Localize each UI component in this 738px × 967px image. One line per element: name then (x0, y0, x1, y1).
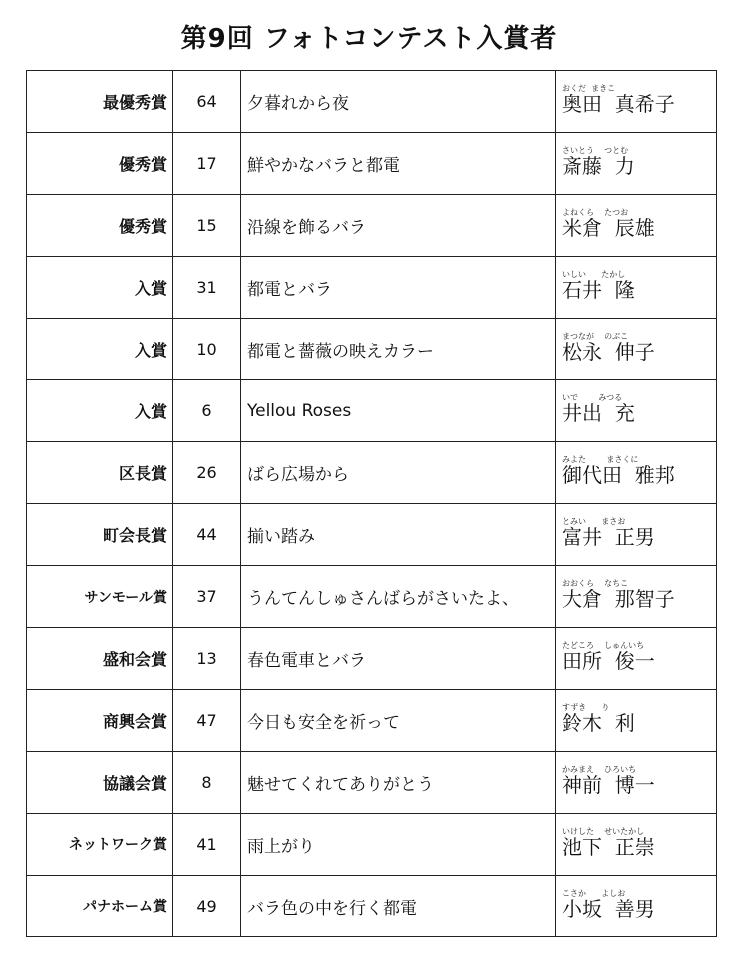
table-row (27, 566, 717, 628)
photo-title-cell: 夕暮れから夜 (241, 71, 556, 133)
name-furigana: こさか よしお (562, 888, 626, 898)
entry-number-cell: 13 (173, 628, 241, 690)
award-cell: ネットワーク賞 (27, 813, 173, 875)
winner-name: 米倉 辰雄 (562, 215, 655, 240)
award-cell: 盛和会賞 (27, 628, 173, 690)
winners-table (26, 70, 717, 937)
table-row (27, 256, 717, 318)
award-cell: サンモール賞 (27, 566, 173, 628)
winner-name-cell (556, 751, 717, 813)
photo-title-cell: 魅せてくれてありがとう (241, 751, 556, 813)
winner-name: 松永 伸子 (562, 339, 655, 364)
winner-name: 石井 隆 (562, 277, 635, 302)
photo-title-cell: バラ色の中を行く都電 (241, 875, 556, 937)
winner-name: 奥田 真希子 (562, 91, 675, 116)
photo-title-cell: 春色電車とバラ (241, 628, 556, 690)
award-cell: 区長賞 (27, 442, 173, 504)
entry-number-cell: 41 (173, 813, 241, 875)
award-cell: 協議会賞 (27, 751, 173, 813)
photo-title-cell: 都電とバラ (241, 256, 556, 318)
table-row (27, 628, 717, 690)
photo-title-cell: 都電と薔薇の映えカラー (241, 318, 556, 380)
award-cell: 優秀賞 (27, 132, 173, 194)
entry-number-cell: 15 (173, 194, 241, 256)
name-furigana: みよた まさくに (562, 455, 639, 465)
name-furigana: いけした せいたかし (562, 826, 645, 836)
entry-number-cell: 17 (173, 132, 241, 194)
entry-number-cell: 26 (173, 442, 241, 504)
award-cell: 入賞 (27, 380, 173, 442)
table-row (27, 751, 717, 813)
winner-name: 池下 正崇 (562, 834, 655, 859)
name-furigana: いしい たかし (562, 269, 626, 279)
award-cell: 町会長賞 (27, 504, 173, 566)
name-furigana: たどころ しゅんいち (562, 640, 645, 650)
winner-name: 神前 博一 (562, 772, 655, 797)
name-furigana: とみい まさお (562, 517, 626, 527)
photo-title-cell: Yellou Roses (241, 380, 556, 442)
winner-name: 御代田 雅邦 (562, 463, 675, 488)
entry-number-cell: 49 (173, 875, 241, 937)
winners-table-body (27, 71, 717, 937)
winner-name-cell (556, 194, 717, 256)
entry-number-cell: 47 (173, 689, 241, 751)
photo-title-cell: うんてんしゅさんばらがさいたよ、 (241, 566, 556, 628)
winner-name-cell (556, 813, 717, 875)
photo-title-cell: 今日も安全を祈って (241, 689, 556, 751)
photo-title-cell: 揃い踏み (241, 504, 556, 566)
award-cell: 入賞 (27, 318, 173, 380)
winner-name-cell (556, 566, 717, 628)
award-cell: パナホーム賞 (27, 875, 173, 937)
table-row (27, 194, 717, 256)
winner-name-cell (556, 71, 717, 133)
table-row (27, 318, 717, 380)
entry-number-cell: 6 (173, 380, 241, 442)
page-title: 第9回 フォトコンテスト入賞者 (180, 24, 558, 54)
award-cell: 商興会賞 (27, 689, 173, 751)
name-furigana: よねくら たつお (562, 207, 629, 217)
entry-number-cell: 8 (173, 751, 241, 813)
winner-name: 大倉 那智子 (562, 587, 675, 612)
winner-name-cell (556, 628, 717, 690)
table-row (27, 689, 717, 751)
photo-title-cell: ばら広場から (241, 442, 556, 504)
award-cell: 優秀賞 (27, 194, 173, 256)
winner-name: 鈴木 利 (562, 710, 635, 735)
winner-name: 富井 正男 (562, 525, 655, 550)
photo-title-cell: 雨上がり (241, 813, 556, 875)
winner-name: 斎藤 力 (562, 153, 635, 178)
table-row (27, 71, 717, 133)
table-row (27, 380, 717, 442)
name-furigana: おおくら なちこ (562, 579, 629, 589)
winner-name: 井出 充 (562, 401, 635, 426)
photo-title-cell: 鮮やかなバラと都電 (241, 132, 556, 194)
entry-number-cell: 44 (173, 504, 241, 566)
table-row (27, 442, 717, 504)
table-row (27, 875, 717, 937)
name-furigana: すずき り (562, 702, 610, 712)
name-furigana: いで みつる (562, 393, 623, 403)
winner-name-cell (556, 504, 717, 566)
name-furigana: おくだ まきこ (562, 83, 616, 93)
winner-name-cell (556, 380, 717, 442)
entry-number-cell: 10 (173, 318, 241, 380)
entry-number-cell: 64 (173, 71, 241, 133)
winner-name: 田所 俊一 (562, 648, 655, 673)
winner-name-cell (556, 442, 717, 504)
table-row (27, 813, 717, 875)
winner-name-cell (556, 689, 717, 751)
photo-title-cell: 沿線を飾るバラ (241, 194, 556, 256)
table-row (27, 132, 717, 194)
award-cell: 入賞 (27, 256, 173, 318)
name-furigana: さいとう つとむ (562, 145, 629, 155)
winner-name-cell (556, 875, 717, 937)
award-cell: 最優秀賞 (27, 71, 173, 133)
winner-name-cell (556, 318, 717, 380)
winner-name-cell (556, 256, 717, 318)
entry-number-cell: 31 (173, 256, 241, 318)
name-furigana: かみまえ ひろいち (562, 764, 637, 774)
entry-number-cell: 37 (173, 566, 241, 628)
winner-name-cell (556, 132, 717, 194)
table-row (27, 504, 717, 566)
name-furigana: まつなが のぶこ (562, 331, 629, 341)
winner-name: 小坂 善男 (562, 896, 655, 921)
